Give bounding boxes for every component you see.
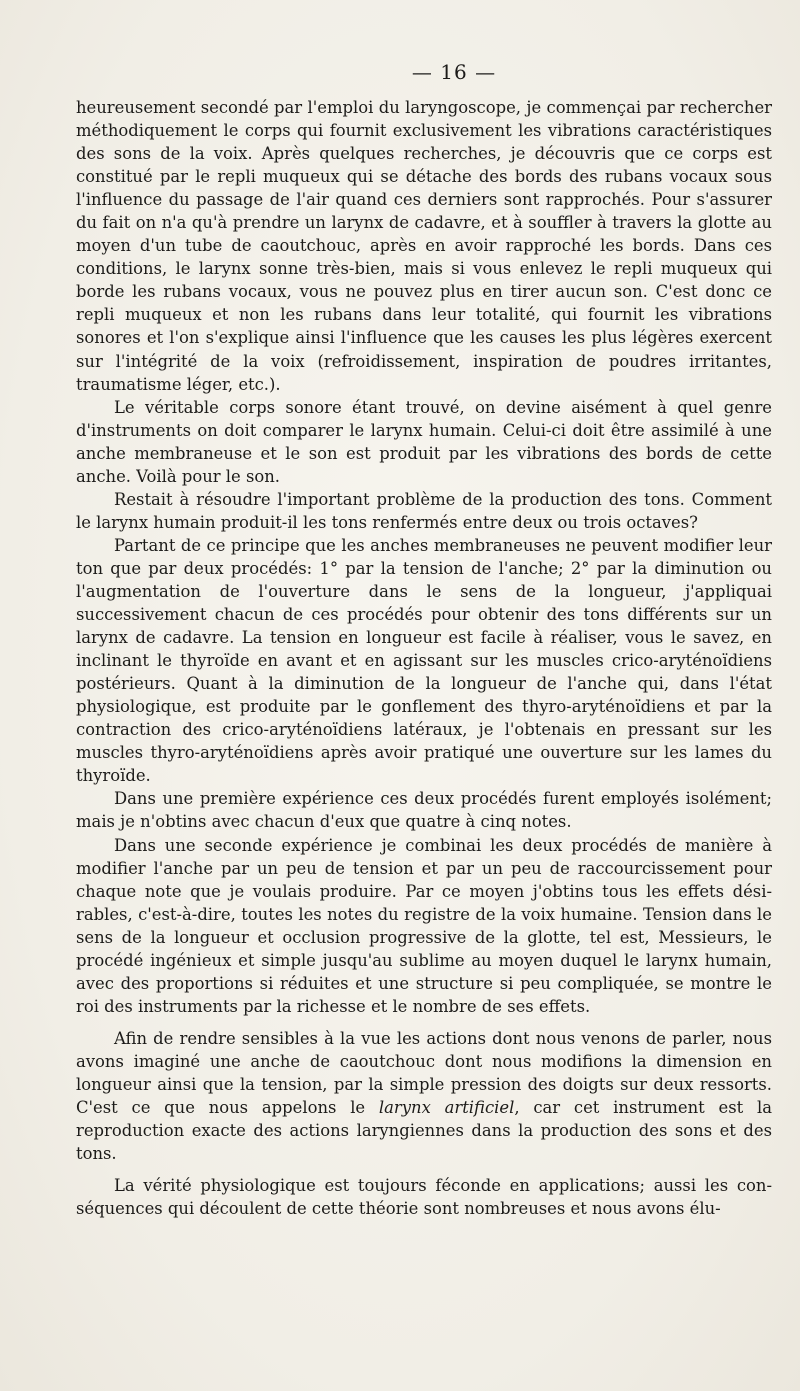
artificial-larynx-term: larynx artificiel	[378, 1098, 515, 1118]
paragraph-reed-procedures: Partant de ce principe que les anches membraneuses ne peuvent modifier leur ton que par deux procédés: 1° par la tension de l'anche; 2° par la diminution ou l'augmentation de l'ouverture dans le sens de la longueur, j'appliquai successivement chacun de ces procédés pour obtenir des tons différents sur un larynx de cadavre. La tension en longueur est facile à réaliser, vous le savez, en inclinant le thyroïde en avant et en agissant sur les muscles crico-aryténoïdiens postérieurs. Quant à la diminution de la longueur de l'anche qui, dans l'état physiologique, est produite par le gonflement des thyro-aryténoïdiens et par la contraction des crico-aryténoïdiens latéraux, je l'obtenais en pressant sur les muscles thyro-aryténoïdiens après avoir pratiqué une ouverture sur les lames du thyroïde.	[76, 535, 772, 786]
paragraph-tones-problem: Restait à résoudre l'important problème de la production des tons. Comment le larynx humain produit-il les tons renfermés entre deux ou trois octaves?	[76, 489, 772, 532]
paragraph-first-experiment: Dans une première expérience ces deux procédés furent employés isolément; mais je n'obtins avec chacun d'eux que quatre à cinq notes.	[76, 789, 772, 832]
artificial-larynx-text-after: , car cet instrument est la reproduction exacte des actions laryngiennes dans la production des sons et des tons.	[76, 1098, 772, 1164]
paragraph-physiological-truth: La vérité physiologique est toujours féconde en applications; aussi les conséquences qui découlent de cette théorie sont nombreuses et nous avons élu-	[76, 1176, 772, 1219]
body-text	[76, 96, 772, 1220]
paragraph-second-experiment: Dans une seconde expérience je combinai les deux procédés de manière à modifier l'anche par un peu de tension et par un peu de raccourcissement pour chaque note que je voulais produire. Par ce moyen j'obtins tous les effets désirables, c'est-à-dire, toutes les notes du registre de la voix humaine. Tension dans le sens de la longueur et occlusion progressive de la glotte, tel est, Messieurs, le procédé ingénieux et simple jusqu'au sublime au moyen duquel le larynx humain, avec des proportions si réduites et une structure si peu compliquée, se montre le roi des instruments par la richesse et le nombre de ses effets.	[76, 835, 772, 1016]
paragraph-continuation: heureusement secondé par l'emploi du laryngoscope, je commençai par rechercher méthodiquement le corps qui fournit exclusivement les vibrations caractéristiques des sons de la voix. Après quelques recherches, je découvris que ce corps est constitué par le repli muqueux qui se détache des bords des rubans vocaux sous l'influence du passage de l'air quand ces derniers sont rapprochés. Pour s'assurer du fait on n'a qu'à prendre un larynx de cadavre, et à souffler à travers la glotte au moyen d'un tube de caoutchouc, après en avoir rapproché les bords. Dans ces conditions, le larynx sonne très-bien, mais si vous enlevez le repli muqueux qui borde les rubans vocaux, vous ne pouvez plus en tirer aucun son. C'est donc ce repli muqueux et non les rubans dans leur totalité, qui fournit les vibrations sonores et l'on s'explique ainsi l'influence que les causes les plus légères exercent sur l'intégrité de la voix (refroidissement, inspiration de poudres irritantes, traumatisme léger, etc.).	[76, 98, 772, 394]
paragraph-artificial-larynx	[76, 1027, 772, 1165]
artificial-larynx-text-before: Afin de rendre sensibles à la vue les actions dont nous venons de parler, nous avons imaginé une anche de caoutchouc dont nous modifions la dimension en longueur ainsi que la tension, par la simple pression des doigts sur deux ressorts. C'est ce que nous appelons le	[76, 1028, 772, 1118]
paragraph-sonorous-body: Le véritable corps sonore étant trouvé, on devine aisément à quel genre d'instruments on doit comparer le larynx humain. Celui-ci doit être assimilé à une anche membraneuse et le son est produit par les vibrations des bords de cette anche. Voilà pour le son.	[76, 397, 772, 486]
page-number: — 16 —	[411, 60, 497, 84]
